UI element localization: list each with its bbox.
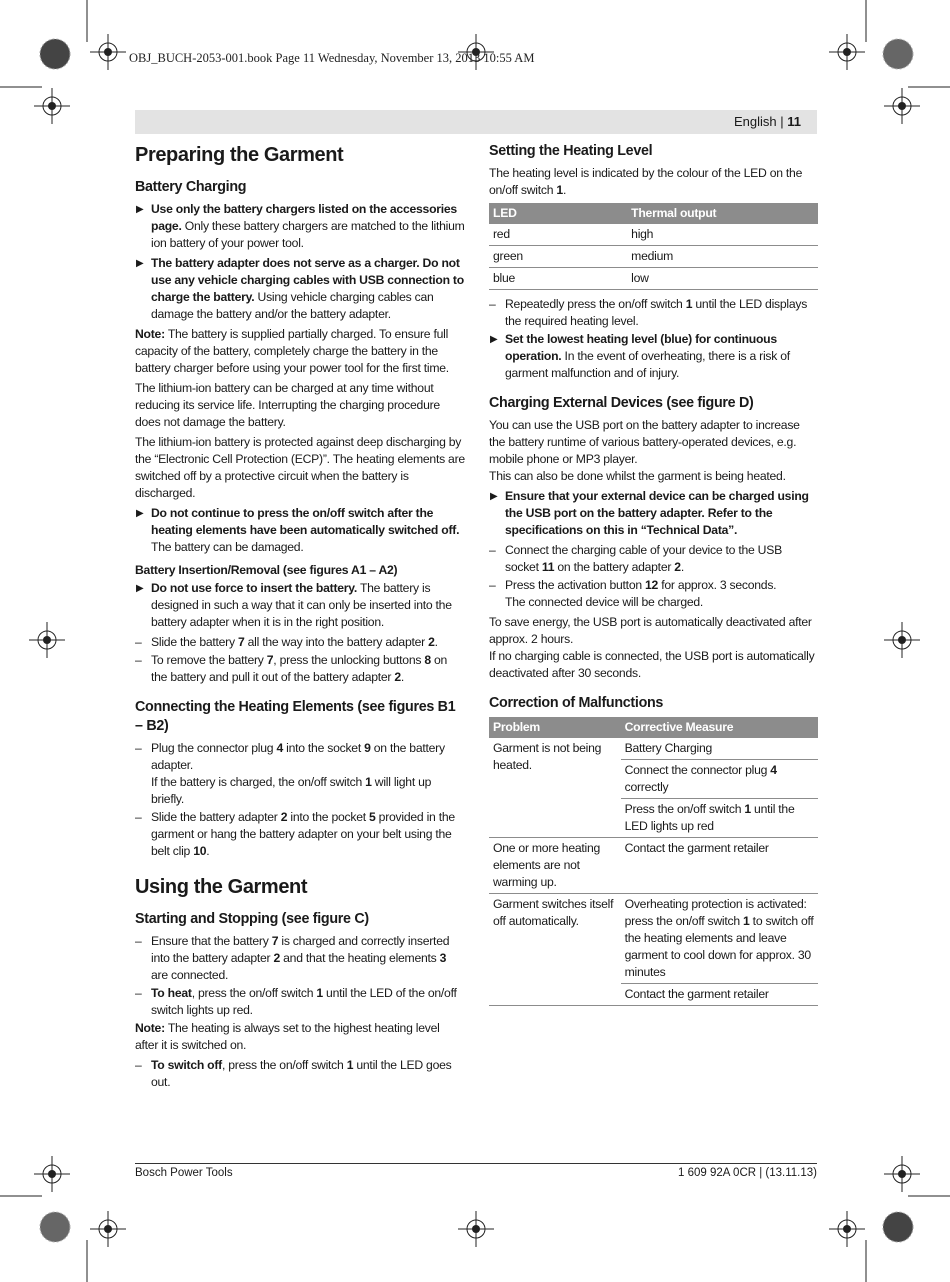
- paragraph: You can use the USB port on the battery adapter to increase the battery runtime of various battery-operated devices, e.g. mobile phone or MP3 player.: [489, 418, 800, 466]
- heading-charging-external: Charging External Devices (see figure D): [489, 395, 754, 411]
- paragraph: This can also be done whilst the garment is being heated.: [489, 469, 786, 483]
- table-row: red high: [489, 224, 818, 246]
- table-header: Thermal output: [627, 203, 818, 224]
- right-column: [489, 138, 818, 1012]
- note: Note: The battery is supplied partially charged. To ensure full capacity of the battery, completely charge the battery in the battery charger before using your power tool for the first time.: [135, 327, 449, 375]
- table-row: green medium: [489, 246, 818, 268]
- left-column: [135, 138, 465, 1092]
- table-row: Garment switches itself off automatically. Overheating protection is activated: press the on/off switch 1 to switch off the heating elements and leave garment to cool down for approx. 30 minutes: [489, 894, 818, 984]
- led-table: [489, 203, 818, 290]
- list-item: – Repeatedly press the on/off switch 1 until the LED displays the required heating level.: [489, 297, 808, 328]
- table-row: Garment is not being heated. Battery Charging: [489, 738, 818, 760]
- page-header-bar: [135, 110, 817, 134]
- paragraph: The heating level is indicated by the colour of the LED on the on/off switch 1.: [489, 166, 803, 197]
- list-item: ▶ Set the lowest heating level (blue) for continuous operation. In the event of overheating, there is a risk of garment malfunction and of injury.: [490, 332, 790, 380]
- list-item: ▶ Use only the battery chargers listed on the accessories page. Only these battery chargers are matched to the lithium ion battery of your power tool.: [136, 202, 465, 250]
- list-item: – Slide the battery adapter 2 into the pocket 5 provided in the garment or hang the battery adapter on your belt using the belt clip 10.: [135, 810, 455, 858]
- paragraph: The lithium-ion battery can be charged at any time without reducing its service life. Interrupting the charging procedure does not damage the battery.: [135, 381, 440, 429]
- heading-malfunctions: Correction of Malfunctions: [489, 695, 664, 711]
- list-item: – To remove the battery 7, press the unlocking buttons 8 on the battery and pull it out of the battery adapter 2.: [135, 653, 448, 684]
- footer-rule: [135, 1163, 817, 1164]
- table-row: Connect the connector plug 4 correctly: [489, 760, 818, 799]
- list-item: – Slide the battery 7 all the way into the battery adapter 2.: [135, 635, 438, 649]
- print-slug: OBJ_BUCH-2053-001.book Page 11 Wednesday, November 13, 2013 10:55 AM: [129, 51, 535, 65]
- list-item: – Connect the charging cable of your device to the USB socket 11 on the battery adapter 2.: [489, 543, 782, 574]
- page-number: 11: [787, 114, 801, 129]
- list-item: ▶ Do not continue to press the on/off switch after the heating elements have been automatically switched off. The battery can be damaged.: [136, 506, 460, 554]
- table-header: Problem: [489, 717, 621, 738]
- footer-docnumber: 1 609 92A 0CR | (13.11.13): [678, 1167, 817, 1179]
- table-row: Contact the garment retailer: [489, 984, 818, 1006]
- heading-battery-insertion: Battery Insertion/Removal (see figures A1 – A2): [135, 563, 398, 577]
- paragraph: To save energy, the USB port is automatically deactivated after approx. 2 hours.: [489, 615, 812, 646]
- heading-battery-charging: Battery Charging: [135, 179, 247, 195]
- list-item: – Ensure that the battery 7 is charged and correctly inserted into the battery adapter 2 and that the heating elements 3 are connected.: [135, 934, 450, 982]
- table-row: blue low: [489, 268, 818, 290]
- list-item: – To switch off, press the on/off switch 1 until the LED goes out.: [135, 1058, 452, 1089]
- list-item: – To heat, press the on/off switch 1 until the LED of the on/off switch lights up red.: [135, 986, 457, 1017]
- list-item: – Plug the connector plug 4 into the socket 9 on the battery adapter. If the battery is charged, the on/off switch 1 will light up briefly.: [135, 741, 445, 806]
- list-item: ▶ The battery adapter does not serve as a charger. Do not use any vehicle charging cables with USB connection to charge the battery. Using vehicle charging cables can damage the battery and/or the battery adapter.: [136, 256, 464, 321]
- table-header: Corrective Measure: [621, 717, 818, 738]
- heading-preparing: Preparing the Garment: [135, 144, 344, 166]
- paragraph: If no charging cable is connected, the USB port is automatically deactivated after 30 seconds.: [489, 649, 815, 680]
- table-row: Press the on/off switch 1 until the LED lights up red: [489, 799, 818, 838]
- heading-using: Using the Garment: [135, 876, 308, 898]
- table-header: LED: [489, 203, 627, 224]
- paragraph: The lithium-ion battery is protected against deep discharging by the “Electronic Cell Protection (ECP)”. The heating elements are switched off by a protective circuit when the battery is discharged.: [135, 435, 465, 500]
- heading-heating-level: Setting the Heating Level: [489, 143, 653, 159]
- list-item: ▶ Do not use force to insert the battery. The battery is designed in such a way that it can only be inserted into the battery adapter when it is in the right position.: [136, 581, 452, 629]
- note: Note: The heating is always set to the highest heating level after it is switched on.: [135, 1021, 440, 1052]
- malfunction-table: [489, 717, 818, 1006]
- table-row: One or more heating elements are not warming up. Contact the garment retailer: [489, 838, 818, 894]
- heading-starting: Starting and Stopping (see figure C): [135, 911, 369, 927]
- footer-brand: Bosch Power Tools: [135, 1167, 233, 1179]
- list-item: – Press the activation button 12 for approx. 3 seconds. The connected device will be charged.: [489, 578, 777, 609]
- list-item: ▶ Ensure that your external device can be charged using the USB port on the battery adapter. Refer to the specifications on this in “Technical Data”.: [490, 489, 809, 537]
- page-header: English | 11: [734, 114, 801, 129]
- heading-connecting: Connecting the Heating Elements (see figures B1 – B2): [135, 699, 456, 734]
